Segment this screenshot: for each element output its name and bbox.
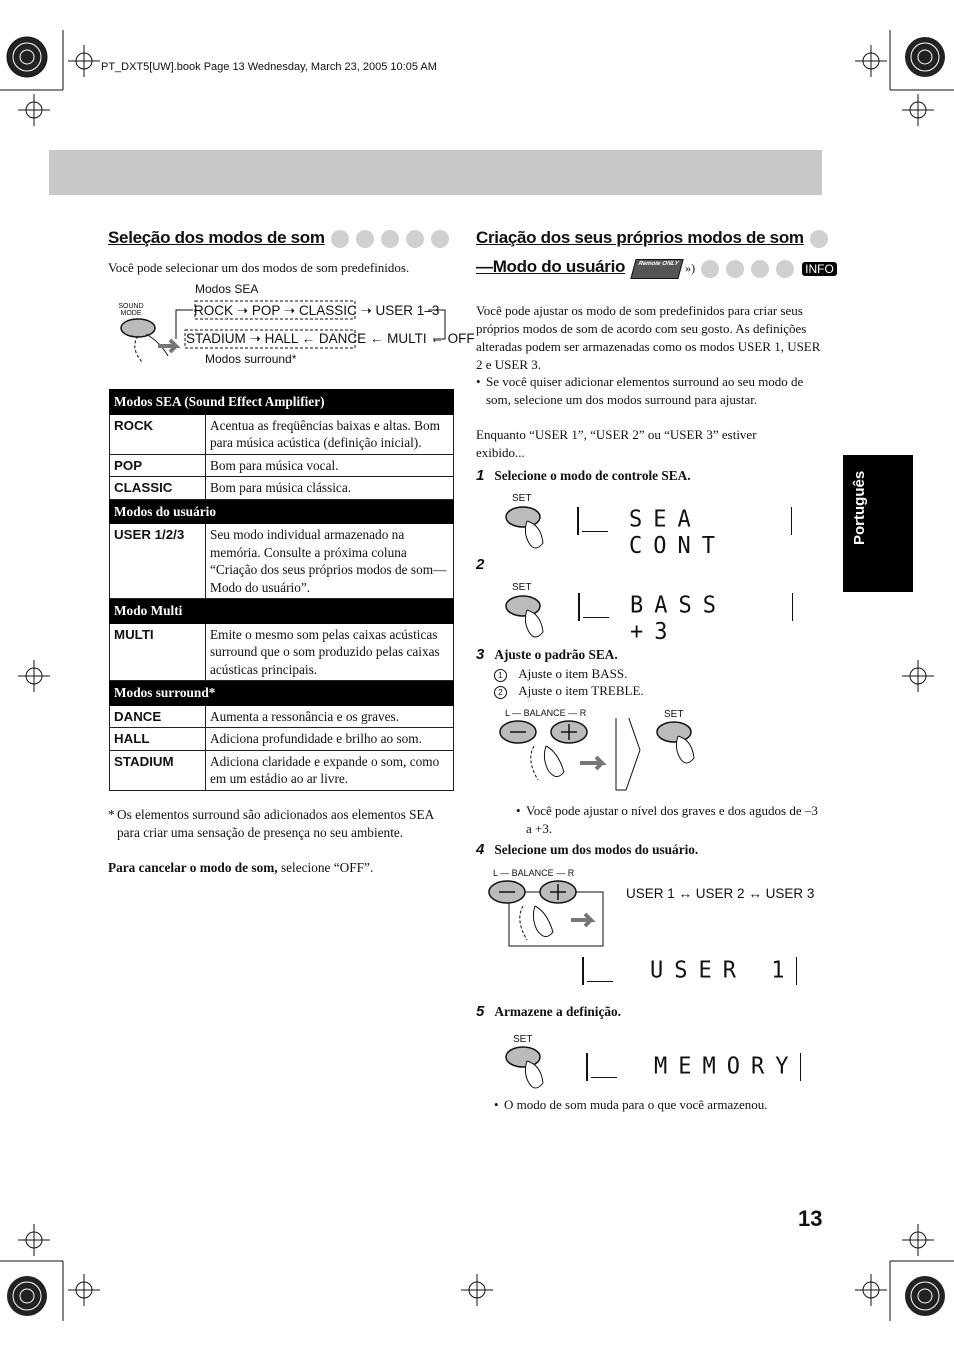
table-row (110, 414, 454, 454)
footnote-mark: * (108, 807, 115, 822)
set-label: SET (664, 709, 684, 720)
row-desc: Adiciona claridade e expande o som, como em um estádio ao ar livre. (206, 750, 454, 790)
cancel-note (108, 859, 458, 877)
target-8 (902, 1224, 934, 1256)
row-desc: Adiciona profundidade e brilho ao som. (206, 728, 454, 751)
step-3 (476, 646, 826, 664)
display-lcd (577, 506, 792, 560)
row-desc: Emite o mesmo som pelas caixas acústicas surround que o som produzido pelas caixas acústicas principais. (206, 623, 454, 681)
display-lcd (582, 957, 797, 985)
table-row (110, 750, 454, 790)
rosette-bottom-right (905, 1276, 945, 1316)
mode-multi: MULTI (387, 331, 427, 346)
surround-modes-row: STADIUM ➝ HALL ← DANCE ← MULTI ← OFF (186, 331, 475, 346)
row-key: USER 1/2/3 (110, 524, 206, 599)
table-row (110, 728, 454, 751)
row-desc: Aumenta a ressonância e os graves. (206, 705, 454, 728)
user-1: USER 1 (626, 886, 675, 901)
target-5 (18, 660, 50, 692)
user-mode-cycle: USER 1 ↔ USER 2 ↔ USER 3 (626, 886, 815, 901)
table-row (110, 454, 454, 477)
table-section-header (110, 599, 454, 624)
step-3-note: • Você pode ajustar o nível dos graves e dos agudos de –3 a +3. (516, 802, 821, 838)
file-info-header: PT_DXT5[UW].book Page 13 Wednesday, March 23, 2005 10:05 AM (101, 61, 437, 73)
sea-modes-row: ROCK ➝ POP ➝ CLASSIC ➝ USER 1–3 (194, 303, 440, 318)
display-text: SEA CONT (629, 506, 726, 560)
table-row (110, 623, 454, 681)
row-desc: Acentua as freqüências baixas e altas. Bom para música acústica (definição inicial). (206, 414, 454, 454)
footnote (108, 806, 458, 842)
mode-stadium: STADIUM (186, 331, 246, 346)
step-4 (476, 841, 826, 859)
step-note-text: Você pode ajustar o nível dos graves e dos agudos de –3 a +3. (526, 803, 818, 836)
remote-only-badge: Remote ONLY (630, 259, 683, 279)
table-row (110, 524, 454, 599)
set-button-icon (503, 505, 573, 553)
display-text: MEMORY (654, 1053, 800, 1080)
right-intro: Você pode ajustar os modo de som predefinidos para criar seus próprios modos de som de acordo com seu gosto. As definições alteradas podem ser armazenadas como os modos USER 1, USER 2 e USER 3. (476, 303, 821, 372)
sub-text: Ajuste o item TREBLE. (518, 683, 644, 698)
left-section-title: Seleção dos modos de som (108, 228, 325, 247)
target-4 (902, 94, 934, 126)
mode-off: OFF (447, 331, 475, 346)
sound-mode-button-label: SOUND MODE (118, 303, 144, 317)
cancel-note-bold: Para cancelar o modo de som, (108, 860, 278, 875)
sub-mark: 2 (494, 686, 507, 699)
row-key: MULTI (110, 623, 206, 681)
target-1 (68, 45, 100, 77)
step-1 (476, 467, 826, 485)
right-title-line1: Criação dos seus próprios modos de som (476, 228, 804, 247)
remote-signal-icon: ») (685, 261, 696, 276)
table-row (110, 477, 454, 500)
step-text: Selecione o modo de controle SEA. (494, 468, 691, 483)
section-header-surround: Modos surround* (110, 681, 454, 706)
row-key: DANCE (110, 705, 206, 728)
while-text: Enquanto “USER 1”, “USER 2” ou “USER 3” estiver exibido... (476, 427, 757, 460)
right-bullet-text: Se você quiser adicionar elementos surround ao seu modo de som, selecione um dos modos surround para ajustar. (486, 374, 804, 407)
display-text: USER 1 (650, 957, 796, 984)
balance-label: L — BALANCE — R (505, 708, 587, 718)
user-2: USER 2 (695, 886, 745, 901)
footnote-text: Os elementos surround são adicionados aos elementos SEA para criar uma sensação de presença no seu ambiente. (117, 807, 434, 840)
display-lcd (586, 1053, 801, 1081)
target-3 (18, 94, 50, 126)
section-header-multi: Modo Multi (110, 599, 454, 624)
row-key: HALL (110, 728, 206, 751)
step-2 (476, 556, 484, 574)
row-key: POP (110, 454, 206, 477)
section-header-user: Modos do usuário (110, 499, 454, 524)
balance-buttons-icon (487, 878, 607, 948)
sub-text: Ajuste o item BASS. (518, 666, 628, 681)
row-desc: Bom para música vocal. (206, 454, 454, 477)
sound-modes-table (109, 389, 454, 791)
target-7 (18, 1224, 50, 1256)
mode-pop: POP (251, 303, 281, 318)
step-note-text: O modo de som muda para o que você armazenou. (504, 1097, 768, 1112)
sea-modes-label: Modos SEA (195, 282, 259, 296)
language-tab (843, 455, 913, 592)
rosette-top-left (7, 37, 47, 77)
step-text: Ajuste o padrão SEA. (494, 647, 618, 662)
step-text: Armazene a definição. (494, 1004, 622, 1019)
set-label: SET (512, 582, 532, 593)
step-3-sub-1 (494, 665, 627, 683)
row-desc: Bom para música clássica. (206, 477, 454, 500)
language-tab-label: Português (851, 470, 868, 545)
step-text: Selecione um dos modos do usuário. (494, 842, 699, 857)
step-number: 4 (476, 841, 485, 858)
display-text: BASS +3 (630, 592, 727, 646)
rosette-top-right (905, 37, 945, 77)
left-intro: Você pode selecionar um dos modos de som predefinidos. (108, 260, 410, 275)
step-5 (476, 1003, 826, 1021)
target-9 (68, 1274, 100, 1306)
row-key: ROCK (110, 414, 206, 454)
section-header-sea: Modos SEA (Sound Effect Amplifier) (110, 390, 454, 415)
row-key: STADIUM (110, 750, 206, 790)
balance-label: L — BALANCE — R (493, 868, 575, 878)
mode-user: USER 1–3 (375, 303, 440, 318)
info-badge: INFO (802, 262, 837, 276)
sub-mark: 1 (494, 669, 507, 682)
sound-mode-diagram (108, 280, 475, 370)
title-dots (331, 230, 449, 247)
user-3: USER 3 (765, 886, 815, 901)
mode-hall: HALL (264, 331, 298, 346)
target-11 (855, 1274, 887, 1306)
right-bullet: • Se você quiser adicionar elementos surround ao seu modo de som, selecione um dos modos surround para ajustar. (476, 373, 822, 409)
right-section-title (476, 228, 834, 279)
set-button-icon (654, 720, 724, 768)
step-number: 5 (476, 1003, 485, 1020)
table-row (110, 705, 454, 728)
surround-modes-label: Modos surround* (205, 352, 297, 366)
row-desc: Seu modo individual armazenado na memória. Consulte a próxima coluna “Criação dos seus próprios modos de som—Modo do usuário”. (206, 524, 454, 599)
target-2 (855, 45, 887, 77)
set-label: SET (513, 1034, 533, 1045)
step-number: 3 (476, 646, 485, 663)
page-number: 13 (798, 1206, 823, 1231)
top-banner (49, 150, 822, 195)
set-label: SET (512, 493, 532, 504)
set-button-icon (503, 594, 573, 642)
rosette-bottom-left (7, 1276, 47, 1316)
table-section-header (110, 390, 454, 415)
mode-classic: CLASSIC (298, 303, 357, 318)
cancel-note-rest: selecione “OFF”. (277, 860, 374, 875)
table-section-header (110, 681, 454, 706)
set-button-icon (503, 1045, 573, 1093)
right-title-line2: —Modo do usuário (476, 257, 626, 277)
step-3-sub-2 (494, 682, 644, 700)
display-lcd (578, 592, 793, 646)
row-key: CLASSIC (110, 477, 206, 500)
mode-rock: ROCK (194, 303, 234, 318)
step-number: 1 (476, 467, 485, 484)
table-section-header (110, 499, 454, 524)
balance-buttons-icon (498, 718, 648, 798)
step-number: 2 (476, 556, 485, 573)
target-10 (461, 1274, 493, 1306)
mode-dance: DANCE (318, 331, 367, 346)
target-6 (902, 660, 934, 692)
left-section-title-row (108, 228, 458, 248)
step-5-note: • O modo de som muda para o que você armazenou. (494, 1096, 824, 1114)
